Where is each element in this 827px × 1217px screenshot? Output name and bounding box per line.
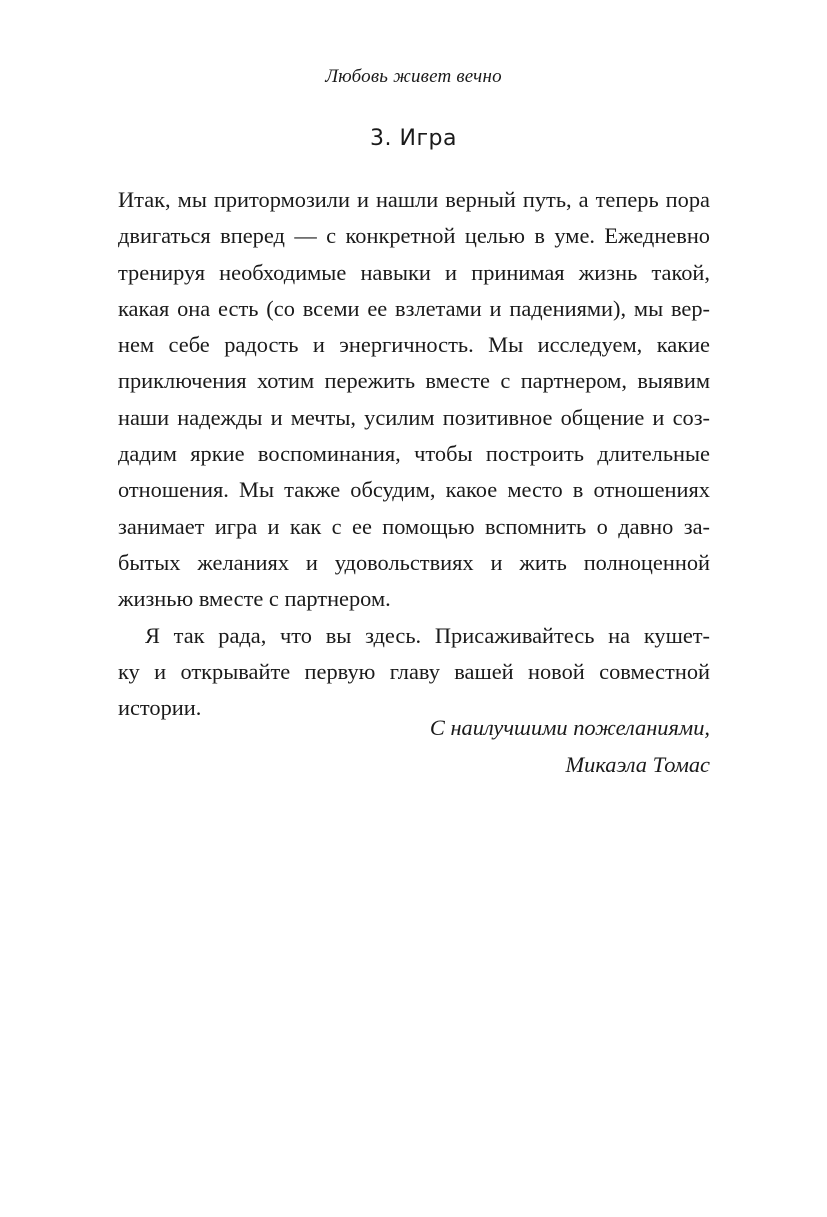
paragraph-line: ку и открывайте первую главу вашей новой совместной <box>118 658 710 684</box>
paragraph-line: занимает игра и как с ее помощью вспомнить о давно за- <box>118 513 710 539</box>
section-title: 3. Игра <box>370 126 457 151</box>
paragraph-line: тренируя необходимые навыки и принимая жизнь такой, <box>118 259 710 285</box>
signature-author: Микаэла Томас <box>565 751 710 777</box>
signature-closing: С наилучшими пожеланиями, <box>429 715 710 740</box>
paragraph-line: жизнью вместе с партнером. <box>118 586 391 612</box>
running-head: Любовь живет вечно <box>325 66 502 87</box>
paragraph-line: двигаться вперед — с конкретной целью в уме. Ежедневно <box>118 223 710 249</box>
paragraph-line: наши надежды и мечты, усилим позитивное общение и соз- <box>118 404 710 430</box>
paragraph-line: бытых желаниях и удовольствиях и жить полноценной <box>118 549 710 575</box>
paragraph-line: нем себе радость и энергичность. Мы исследуем, какие <box>118 332 710 358</box>
paragraph-line: истории. <box>118 695 202 721</box>
paragraph-line: Итак, мы притормозили и нашли верный путь, а теперь пора <box>118 187 710 212</box>
body-text <box>118 182 710 726</box>
signature <box>430 710 710 783</box>
paragraph-line: Я так рада, что вы здесь. Присаживайтесь на кушет- <box>145 622 710 648</box>
paragraph-line: какая она есть (со всеми ее взлетами и падениями), мы вер- <box>118 295 710 321</box>
paragraph-line: отношения. Мы также обсудим, какое место в отношениях <box>118 477 710 503</box>
paragraph-line: дадим яркие воспоминания, чтобы построить длительные <box>118 441 710 467</box>
paragraph-line: приключения хотим пережить вместе с партнером, выявим <box>118 368 710 394</box>
